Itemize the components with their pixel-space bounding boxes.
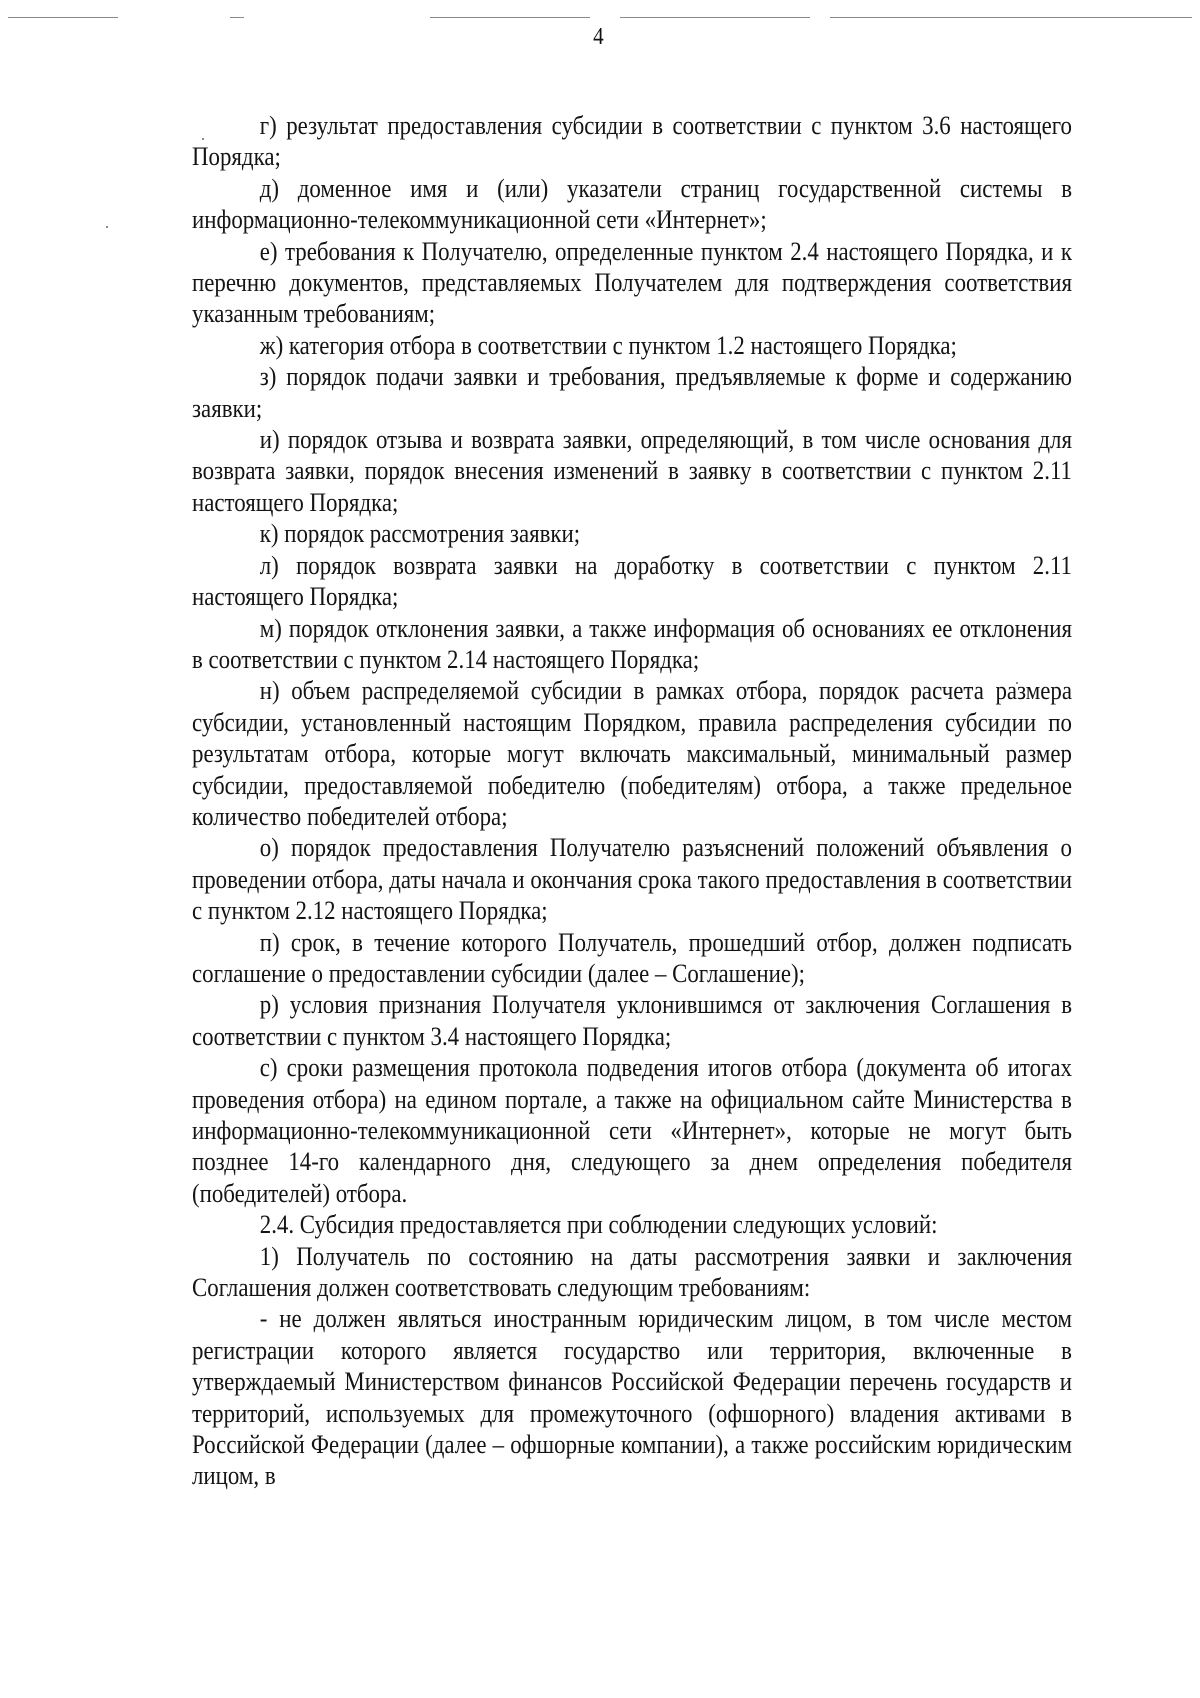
item-p: п) срок, в течение которого Получатель, прошедший отбор, должен подписать соглашение о предоставлении субсидии (далее – Соглашение);	[192, 927, 1072, 988]
scan-edge-segment	[8, 17, 118, 18]
item-s: с) сроки размещения протокола подведения итогов отбора (документа об итогах проведения отбора) на едином портале, а также на официальном сайте Министерства в информационно-телекоммуникационной сети «Интернет», которые не могут быть позднее 14-го календарного дня, следующего за днем определения победителя (победителей) отбора.	[192, 1053, 1072, 1208]
item-e: е) требования к Получателю, определенные пунктом 2.4 настоящего Порядка, и к перечню документов, представляемых Получателем для подтверждения соответствия указанным требованиям;	[192, 236, 1072, 329]
item-g: г) результат предоставления субсидии в соответствии с пунктом 3.6 настоящего Порядка;	[192, 111, 1072, 172]
item-r: р) условия признания Получателя уклонившимся от заключения Соглашения в соответствии с пунктом 3.4 настоящего Порядка;	[192, 990, 1072, 1051]
condition-1: 1) Получатель по состоянию на даты рассмотрения заявки и заключения Соглашения должен соответствовать следующим требованиям:	[192, 1241, 1072, 1303]
scan-edge-segment	[830, 17, 1192, 18]
scan-edge-segment	[230, 17, 244, 18]
page-number: 4	[593, 24, 604, 50]
scan-edge-artifact	[0, 14, 1200, 20]
item-i: и) порядок отзыва и возврата заявки, определяющий, в том числе основания для возврата заявки, порядок внесения изменений в заявку в соответствии с пунктом 2.11 настоящего Порядка;	[192, 425, 1072, 517]
item-zh: ж) категория отбора в соответствии с пунктом 1.2 настоящего Порядка;	[259, 330, 957, 360]
document-body	[192, 110, 1072, 1492]
item-m: м) порядок отклонения заявки, а также информация об основаниях ее отклонения в соответствии с пунктом 2.14 настоящего Порядка;	[192, 613, 1072, 674]
section-2-4-heading: 2.4. Субсидия предоставляется при соблюдении следующих условий:	[259, 1210, 938, 1240]
item-o: о) порядок предоставления Получателю разъяснений положений объявления о проведении отбора, даты начала и окончания срока такого предоставления в соответствии с пунктом 2.12 настоящего Порядка;	[192, 833, 1072, 926]
scan-edge-segment	[430, 17, 590, 18]
scan-speck	[106, 226, 108, 228]
requirement-foreign-entity: - не должен являться иностранным юридическим лицом, в том числе местом регистрации которого является государство или территория, включенные в утверждаемый Министерством финансов Российской Федерации перечень государств и территорий, используемых для промежуточного (офшорного) владения активами в Российской Федерации (далее – офшорные компании), а также российским юридическим лицом, в	[192, 1304, 1072, 1491]
item-k: к) порядок рассмотрения заявки;	[259, 519, 581, 549]
item-n: н) объем распределяемой субсидии в рамках отбора, порядок расчета размера субсидии, установленный настоящим Порядком, правила распределения субсидии по результатам отбора, которые могут включать максимальный, минимальный размер субсидии, предоставляемой победителю (победителям) отбора, а также предельное количество победителей отбора;	[192, 676, 1072, 831]
item-z: з) порядок подачи заявки и требования, предъявляемые к форме и содержанию заявки;	[192, 362, 1072, 423]
scan-edge-segment	[620, 17, 810, 18]
item-l: л) порядок возврата заявки на доработку в соответствии с пунктом 2.11 настоящего Порядка;	[192, 550, 1072, 612]
item-d: д) доменное имя и (или) указатели страниц государственной системы в информационно-телекоммуникационной сети «Интернет»;	[192, 173, 1072, 235]
